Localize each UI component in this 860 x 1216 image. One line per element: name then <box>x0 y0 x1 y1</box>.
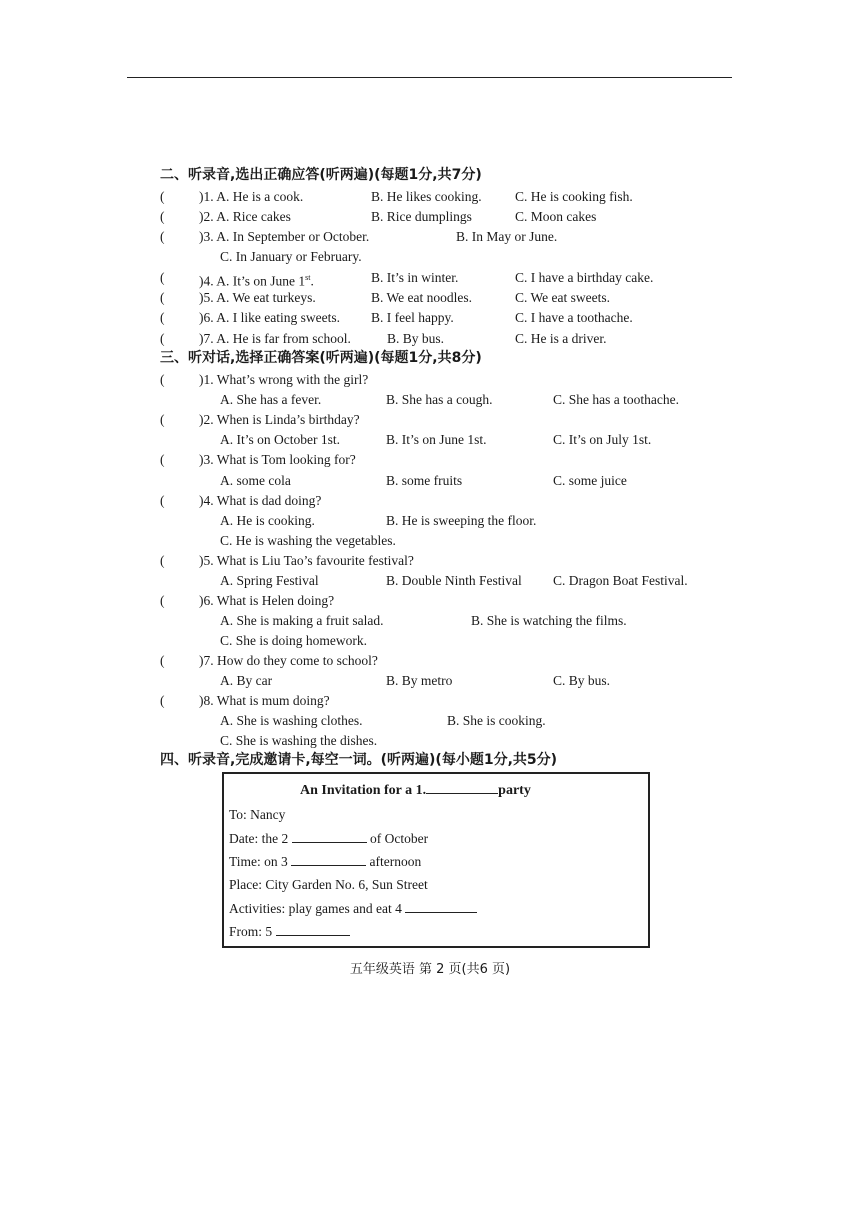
answer-paren[interactable]: ( <box>160 553 165 568</box>
answer-paren[interactable]: ( <box>160 189 165 204</box>
page-footer: 五年级英语 第 2 页(共6 页) <box>349 962 511 977</box>
s3-q8-question: )8. What is mum doing? <box>199 693 330 708</box>
card-date-pre: Date: the 2 <box>229 831 289 846</box>
s2-q5-option-b: B. We eat noodles. <box>371 290 473 305</box>
answer-paren[interactable]: ( <box>160 493 165 508</box>
invitation-title-pre: An Invitation for a 1. <box>300 783 427 798</box>
blank-5[interactable] <box>276 922 350 936</box>
s3-q7-option-b: B. By metro <box>386 673 453 688</box>
answer-paren[interactable]: ( <box>160 209 165 224</box>
answer-paren[interactable]: ( <box>160 452 165 467</box>
card-place: Place: City Garden No. 6, Sun Street <box>229 877 428 892</box>
s3-q6-question: )6. What is Helen doing? <box>199 593 335 608</box>
ordinal-suffix: st <box>305 273 311 282</box>
s2-q3-option-b: B. In May or June. <box>456 229 558 244</box>
s3-q5-option-a: A. Spring Festival <box>220 573 319 588</box>
s3-q3-option-c: C. some juice <box>553 473 627 488</box>
s3-q8-option-a: A. She is washing clothes. <box>220 713 363 728</box>
s3-q1-option-b: B. She has a cough. <box>386 392 493 407</box>
card-date <box>229 829 428 847</box>
answer-paren[interactable]: ( <box>160 331 165 346</box>
s2-q6-option-c: C. I have a toothache. <box>515 310 633 325</box>
invitation-title-post: party <box>498 783 531 798</box>
s3-q5-option-c: C. Dragon Boat Festival. <box>553 573 688 588</box>
answer-paren[interactable]: ( <box>160 270 165 285</box>
s2-q2-option-b: B. Rice dumplings <box>371 209 472 224</box>
answer-paren[interactable]: ( <box>160 310 165 325</box>
s3-q2-option-a: A. It’s on October 1st. <box>220 432 340 447</box>
s3-q1-option-a: A. She has a fever. <box>220 392 322 407</box>
s3-q2-question: )2. When is Linda’s birthday? <box>199 412 360 427</box>
card-date-post: of October <box>369 831 429 846</box>
s2-q7-option-a: )7. A. He is far from school. <box>199 331 351 346</box>
s3-q3-question: )3. What is Tom looking for? <box>199 452 356 467</box>
s3-q4-question: )4. What is dad doing? <box>199 493 322 508</box>
card-from <box>229 922 350 940</box>
answer-paren[interactable]: ( <box>160 290 165 305</box>
s3-q6-option-b: B. She is watching the films. <box>471 613 627 628</box>
card-activities <box>229 899 477 917</box>
blank-1[interactable] <box>426 780 498 794</box>
s3-q2-option-b: B. It’s on June 1st. <box>386 432 487 447</box>
answer-paren[interactable]: ( <box>160 693 165 708</box>
answer-paren[interactable]: ( <box>160 372 165 387</box>
s3-q4-option-c: C. He is washing the vegetables. <box>220 533 396 548</box>
s2-q7-option-b: B. By bus. <box>387 331 445 346</box>
card-from-label: From: 5 <box>229 924 273 939</box>
s2-q6-option-a: )6. A. I like eating sweets. <box>199 310 340 325</box>
s2-q2-option-a: )2. A. Rice cakes <box>199 209 291 224</box>
card-time <box>229 852 421 870</box>
s3-q5-option-b: B. Double Ninth Festival <box>386 573 522 588</box>
card-time-post: afternoon <box>369 854 422 869</box>
s2-q1-option-a: )1. A. He is a cook. <box>199 189 304 204</box>
s3-q4-option-b: B. He is sweeping the floor. <box>386 513 537 528</box>
top-rule <box>127 77 732 78</box>
s2-q6-option-b: B. I feel happy. <box>371 310 454 325</box>
section4-heading: 四、听录音,完成邀请卡,每空一词。(听两遍)(每小题1分,共5分) <box>160 752 558 768</box>
s3-q6-option-a: A. She is making a fruit salad. <box>220 613 384 628</box>
s2-q3-option-a: )3. A. In September or October. <box>199 229 370 244</box>
s3-q5-question: )5. What is Liu Tao’s favourite festival? <box>199 553 414 568</box>
blank-3[interactable] <box>291 852 366 866</box>
card-activities-label: Activities: play games and eat 4 <box>229 901 402 916</box>
s2-q4-a-period: . <box>310 273 314 289</box>
s2-q5-option-a: )5. A. We eat turkeys. <box>199 290 316 305</box>
s3-q2-option-c: C. It’s on July 1st. <box>553 432 652 447</box>
card-time-pre: Time: on 3 <box>229 854 288 869</box>
section3-heading: 三、听对话,选择正确答案(听两遍)(每题1分,共8分) <box>160 350 482 366</box>
answer-paren[interactable]: ( <box>160 412 165 427</box>
s3-q3-option-a: A. some cola <box>220 473 291 488</box>
answer-paren[interactable]: ( <box>160 229 165 244</box>
blank-4[interactable] <box>405 899 477 913</box>
s3-q6-option-c: C. She is doing homework. <box>220 633 367 648</box>
s2-q5-option-c: C. We eat sweets. <box>515 290 611 305</box>
s2-q7-option-c: C. He is a driver. <box>515 331 607 346</box>
s3-q7-option-a: A. By car <box>220 673 273 688</box>
s3-q7-question: )7. How do they come to school? <box>199 653 378 668</box>
s2-q4-option-b: B. It’s in winter. <box>371 270 459 285</box>
invitation-title <box>300 780 531 799</box>
s3-q8-option-c: C. She is washing the dishes. <box>220 733 378 748</box>
s2-q3-option-c: C. In January or February. <box>220 249 362 264</box>
card-to: To: Nancy <box>229 807 286 822</box>
s2-q2-option-c: C. Moon cakes <box>515 209 597 224</box>
s2-q4-option-c: C. I have a birthday cake. <box>515 270 654 285</box>
s3-q4-option-a: A. He is cooking. <box>220 513 315 528</box>
section2-heading: 二、听录音,选出正确应答(听两遍)(每题1分,共7分) <box>160 167 482 183</box>
s2-q4-option-a <box>199 269 314 290</box>
s3-q8-option-b: B. She is cooking. <box>447 713 546 728</box>
answer-paren[interactable]: ( <box>160 653 165 668</box>
s2-q1-option-c: C. He is cooking fish. <box>515 189 633 204</box>
s3-q1-option-c: C. She has a toothache. <box>553 392 679 407</box>
s2-q4-a-text: )4. A. It’s on June 1 <box>199 273 306 289</box>
answer-paren[interactable]: ( <box>160 593 165 608</box>
s3-q1-question: )1. What’s wrong with the girl? <box>199 372 369 387</box>
blank-2[interactable] <box>292 829 367 843</box>
s3-q3-option-b: B. some fruits <box>386 473 463 488</box>
s2-q1-option-b: B. He likes cooking. <box>371 189 482 204</box>
s3-q7-option-c: C. By bus. <box>553 673 611 688</box>
